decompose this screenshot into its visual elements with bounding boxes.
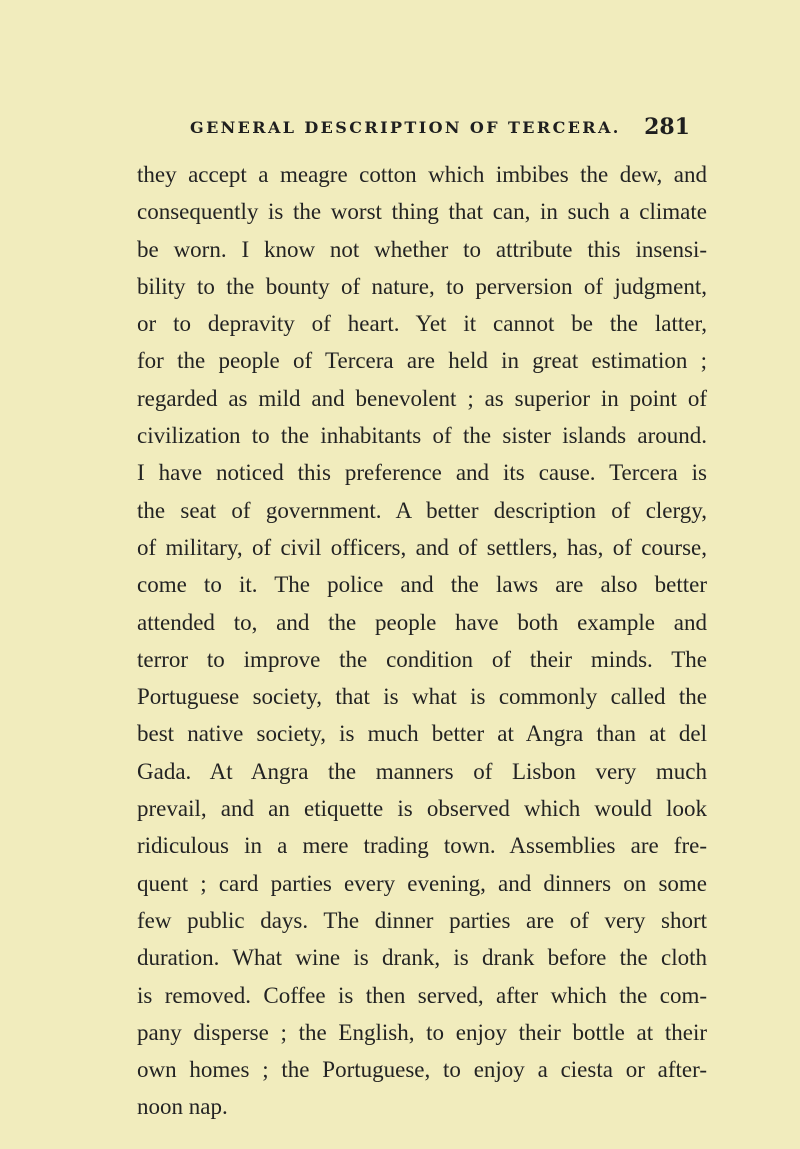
text-line: noon nap. xyxy=(137,1094,228,1120)
text-line: terror to improve the condition of their minds. The xyxy=(137,646,707,672)
text-line: attended to, and the people have both example and xyxy=(137,609,707,635)
text-line: for the people of Tercera are held in great estimation ; xyxy=(137,348,707,374)
text-line: of military, of civil officers, and of settlers, has, of course, xyxy=(137,534,707,560)
text-line: bility to the bounty of nature, to perversion of judgment, xyxy=(137,273,707,299)
text-line: they accept a meagre cotton which imbibes the dew, and xyxy=(137,162,707,187)
text-line: the seat of government. A better description of clergy, xyxy=(137,497,707,523)
text-line: be worn. I know not whether to attribute this insensi- xyxy=(137,236,707,262)
text-line: pany disperse ; the English, to enjoy their bottle at their xyxy=(137,1019,707,1045)
text-line: come to it. The police and the laws are also better xyxy=(137,572,707,598)
text-line: is removed. Coffee is then served, after which the com- xyxy=(137,982,707,1008)
text-line: ridiculous in a mere trading town. Assemblies are fre- xyxy=(137,833,707,859)
text-line: best native society, is much better at Angra than at del xyxy=(137,721,707,747)
text-line: regarded as mild and benevolent ; as superior in point of xyxy=(137,385,707,411)
text-line: I have noticed this preference and its cause. Tercera is xyxy=(137,460,707,486)
text-line: own homes ; the Portuguese, to enjoy a ciesta or after- xyxy=(137,1057,707,1083)
running-head xyxy=(190,114,690,142)
text-line: prevail, and an etiquette is observed which would look xyxy=(137,796,707,822)
text-line: quent ; card parties every evening, and dinners on some xyxy=(137,870,707,896)
text-line: few public days. The dinner parties are of very short xyxy=(137,907,707,933)
text-line: or to depravity of heart. Yet it cannot be the latter, xyxy=(137,311,707,337)
text-line: Portuguese society, that is what is commonly called the xyxy=(137,684,707,710)
body-text xyxy=(137,156,707,1126)
text-line: Gada. At Angra the manners of Lisbon very much xyxy=(137,758,707,784)
page-number: 281 xyxy=(644,114,690,140)
text-line: consequently is the worst thing that can, in such a climate xyxy=(137,199,707,225)
text-line: duration. What wine is drank, is drank before the cloth xyxy=(137,945,707,971)
running-title: GENERAL DESCRIPTION OF TERCERA. xyxy=(190,118,621,137)
text-line: civilization to the inhabitants of the sister islands around. xyxy=(137,423,707,449)
